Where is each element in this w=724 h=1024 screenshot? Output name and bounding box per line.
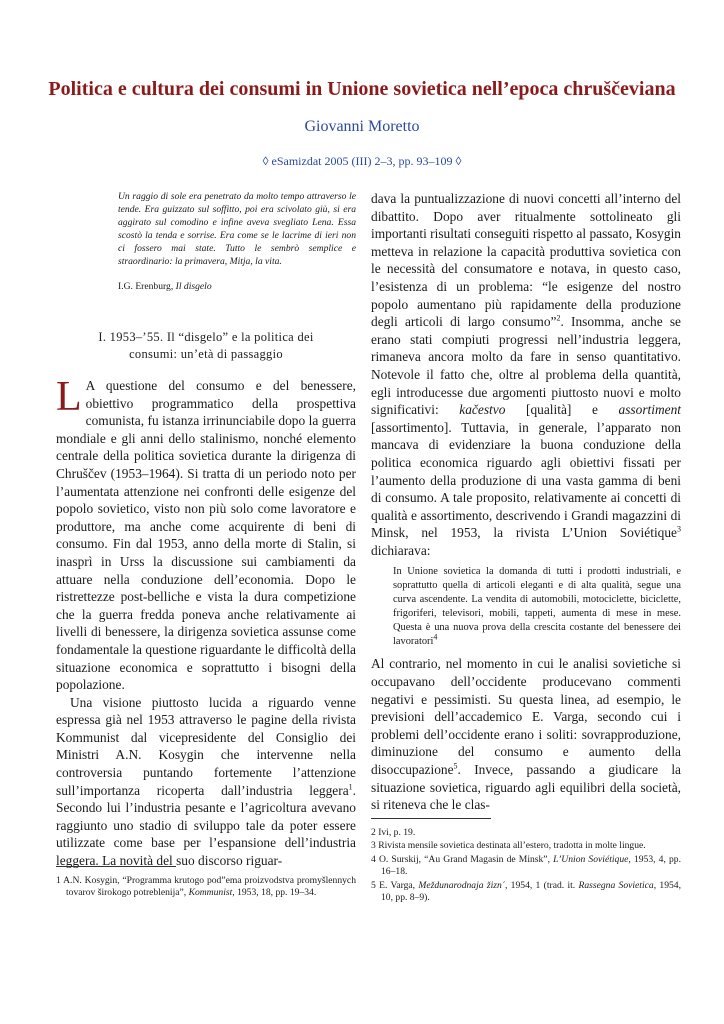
footnotes-left	[56, 866, 356, 901]
right-paragraph-1-text-d: [assortimento]. Tuttavia, in generale, l’apparato non mancava di evidenziare la buona conduzione della politica economica riguardo agli obiettivi fissati per l’aumento della produzione di una vasta gamma di beni di consumo. A tale proposito, relativamente ai concetti di qualità e assortimento, descrivendo i Grandi magazzini di Minsk, nel 1953, la rivista L’Union Soviétique	[371, 419, 681, 541]
left-column	[56, 190, 356, 870]
footnote-ref-1[interactable]: 1	[348, 782, 353, 792]
footnote-1-text-a: 1 A.N. Kosygin, “Programma krutogo pod”ema proizvodstva promyšlennych tovarov širokogo potreblenija”,	[56, 875, 356, 899]
epigraph-attribution	[118, 280, 356, 293]
epigraph-work: Il disgelo	[175, 281, 212, 292]
footnote-5-work2: Rassegna Sovietica	[578, 879, 654, 891]
footnote-ref-4[interactable]: 4	[433, 633, 438, 642]
term-assortiment: assortiment	[618, 402, 681, 418]
epigraph-text: Un raggio di sole era penetrato da molto tempo attraverso le tende. Era guizzato sul soffitto, poi era scivolato giù, si era aggirato sul comodino e infine aveva svegliato Lena. Essa scostò la tenda e sorrise. Era come se le lacrime di ieri non ci fossero mai state. Tutto le sembrò semplice e straordinario: la primavera, Mitja, la vita.	[118, 191, 356, 267]
right-paragraph-1-text-a: dava la puntualizzazione di nuovi concetti all’interno del dibattito. Dopo aver ritualmente sottolineato gli importanti risultati conseguiti rispetto al passato, Kosygin metteva in relazione la capacità produttiva sovietica con le necessità del consumatore e notava, in questo caso, l’esistenza di un problema: “le esigenze del nostro popolo aumentano più rapidamente della produzione degli articoli di largo consumo”	[371, 191, 681, 330]
right-column	[371, 190, 681, 814]
drop-cap: L	[56, 374, 82, 420]
right-paragraph-1	[371, 190, 681, 559]
footnote-divider	[371, 818, 491, 819]
left-paragraph-1	[56, 374, 356, 694]
footnote-5	[371, 880, 681, 905]
right-paragraph-1-text-b: . Insomma, anche se erano stati compiuti progressi nell’industria leggera, rimaneva ancora molto da fare in senso quantitativo. Notevole il fatto che, oltre al problema della quantità, egli introducesse due argomenti piuttosto nuovi e molto significativi:	[371, 314, 681, 418]
footnote-4-text-a: 4 O. Surskij, “Au Grand Magasin de Minsk”,	[371, 853, 554, 865]
term-kacestvo: kačestvo	[459, 402, 506, 418]
right-paragraph-2-text-b: . Invece, passando a giudicare la situazione sovietica, riguardo agli equilibri della società, si riteneva che le clas-	[371, 762, 681, 813]
epigraph-author: I.G. Erenburg,	[118, 281, 176, 292]
right-paragraph-2	[371, 655, 681, 813]
section-heading-line1: I. 1953–’55. Il “disgelo” e la politica dei	[98, 330, 314, 344]
block-quote	[393, 565, 681, 649]
right-paragraph-1-text-c: [qualità] e	[505, 402, 619, 418]
footnote-ref-2[interactable]: 2	[556, 313, 561, 323]
right-paragraph-1-text-e: dichiarava:	[371, 542, 431, 558]
journal-citation: ◊ eSamizdat 2005 (III) 2–3, pp. 93–109 ◊	[262, 154, 462, 168]
section-heading	[56, 329, 356, 363]
footnote-ref-3[interactable]: 3	[677, 524, 681, 534]
footnotes-right	[371, 818, 681, 905]
footnote-4	[371, 854, 681, 879]
section-heading-line2: consumi: un’età di passaggio	[129, 347, 283, 361]
footnote-5-text-c: , 1954, 10, pp. 8–9).	[381, 879, 681, 904]
article-author: Giovanni Moretto	[304, 118, 420, 135]
footnote-ref-5[interactable]: 5	[453, 761, 458, 771]
footnote-1	[56, 875, 356, 900]
footnote-5-text-b: , 1954, 1 (trad. it.	[504, 879, 579, 891]
footnote-1-text-b: , 1953, 18, pp. 19–34.	[232, 887, 317, 899]
left-paragraph-2	[56, 694, 356, 870]
footnote-5-work: Meždunarodnaja žizn´	[418, 879, 505, 891]
footnote-divider	[56, 866, 176, 867]
article-title: Politica e cultura dei consumi in Unione sovietica nell’epoca chruščeviana	[48, 78, 676, 100]
footnote-5-text-a: 5 E. Varga,	[371, 879, 419, 891]
block-quote-text: In Unione sovietica la domanda di tutti i prodotti industriali, e soprattutto quella di articoli eleganti e di alta qualità, segue una curva ascendente. La vendita di automobili, motociclette, biciclette, frigoriferi, televisori, mobili, tappeti, aumenta di mese in mese. Questa è una nuova prova della crescita costante del benessere dei lavoratori	[393, 566, 681, 648]
left-paragraph-2-text-a: Una visione piuttosto lucida a riguardo venne espressa già nel 1953 attraverso le pagine della rivista Kommunist dal vicepresidente del Consiglio dei Ministri A.N. Kosygin che intervenne nella controversia puntando fortemente l’attenzione sull’importanza ricoperta dall’industria leggera	[56, 694, 356, 798]
right-paragraph-2-text-a: Al contrario, nel momento in cui le analisi sovietiche si occupavano dell’occidente producevano commenti negativi e pessimisti. Su questa linea, ad esempio, le previsioni dell’accademico E. Varga, secondo cui i problemi dell’occidente erano i soliti: sovrapproduzione, diminuzione del consumo e aumento della disoccupazione	[371, 656, 681, 778]
footnote-4-work: L’Union Soviétique	[553, 853, 629, 865]
footnote-1-work: Kommunist	[188, 887, 233, 899]
footnote-4-text-b: , 1953, 4, pp. 16–18.	[381, 853, 682, 878]
left-paragraph-1-text: A questione del consumo e del benessere, obiettivo programmatico della prospettiva comunista, fu istanza irrinunciabile dopo la guerra mondiale e gli anni dello stalinismo, nonché elemento centrale della politica sovietica durante la dirigenza di Chruščev (1953–1964). Si tratta di un periodo noto per l’aumentata attenzione nei confronti delle esigenze del popolo sovietico, visto non più solo come lavoratore e produttore, ma anche come acquirente di beni di consumo. Fin dal 1953, anno della morte di Stalin, si inasprì in Urss la discussione sui cambiamenti da attuare nella conduzione dell’economia. Dopo le ristrettezze post-belliche e vista la dura competizione che la guerra fredda poneva anche relativamente ai livelli di benessere, la dirigenza sovietica assunse come fondamentale la questione riguardante le difficoltà della situazione economica e soprattutto i bisogni della popolazione.	[56, 378, 356, 693]
footnote-3: 3 Rivista mensile sovietica destinata all’estero, tradotta in molte lingue.	[371, 840, 646, 852]
footnote-2: 2 Ivi, p. 19.	[371, 827, 416, 838]
left-paragraph-2-text-b: . Secondo lui l’industria pesante e l’agricoltura avevano raggiunto uno stadio di sviluppo tale da poter essere utilizzate come base per l’espansione dell’industria leggera. La novità del suo discorso riguar-	[56, 782, 356, 869]
